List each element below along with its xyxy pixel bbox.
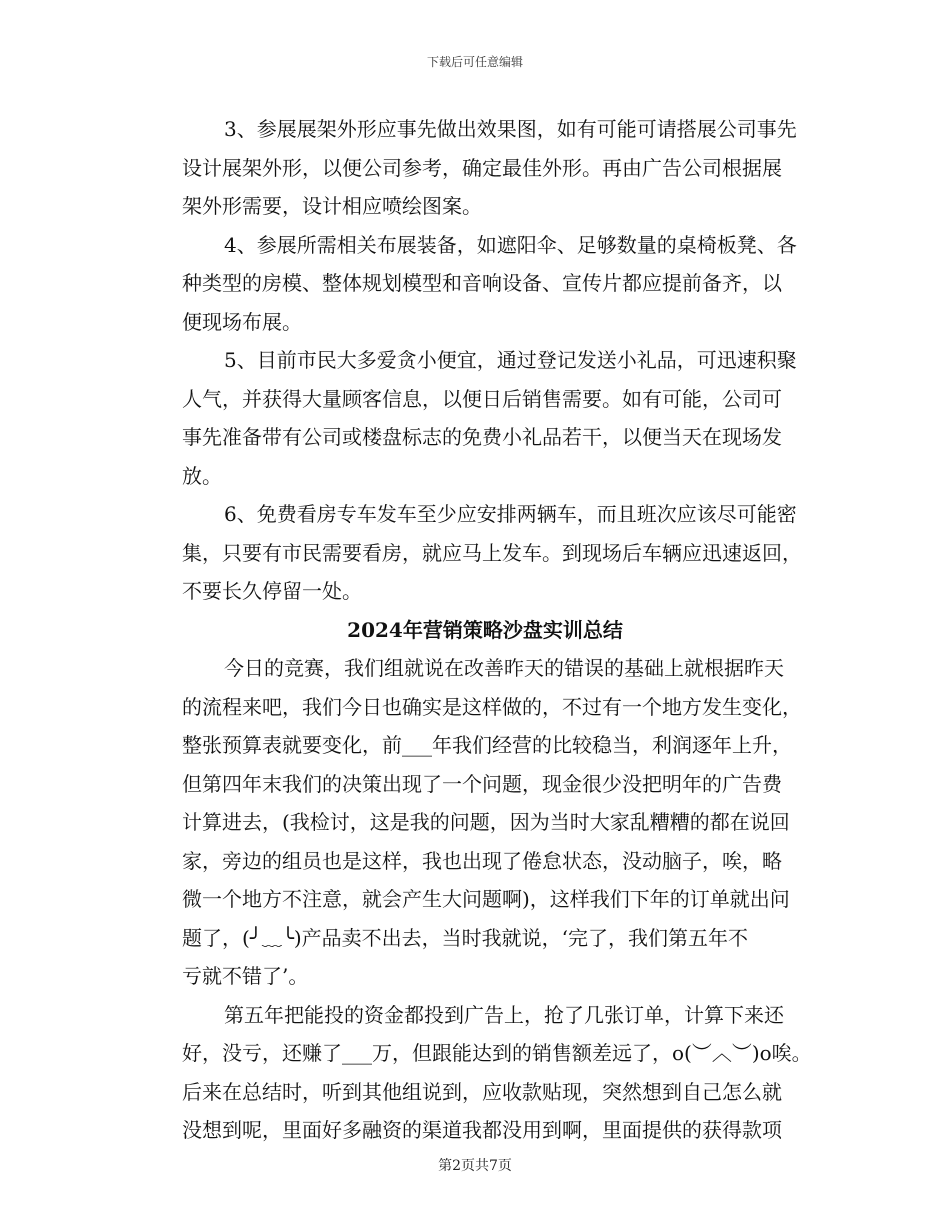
- page-number: 第2页共7页: [438, 1158, 512, 1174]
- text-line: 没想到呢，里面好多融资的渠道我都没用到啊，里面提供的获得款项: [182, 1118, 782, 1142]
- paragraph-exhibit-equipment: [140, 226, 830, 342]
- text-line: 架外形需要，设计相应喷绘图案。: [182, 194, 482, 218]
- text-line: 4、参展所需相关布展装备，如遮阳伞、足够数量的桌椅板凳、各: [224, 232, 797, 257]
- text-line: 亏就不错了’。: [182, 964, 309, 988]
- text-line: 种类型的房模、整体规划模型和音响设备、宣传片都应提前备齐，以: [182, 271, 782, 295]
- text-line: 家，旁边的组员也是这样，我也出现了倦怠状态，没动脑子，唉，略: [182, 848, 782, 873]
- text-line: 计算进去，(我检讨，这是我的问题，因为当时大家乱糟糟的都在说回: [182, 810, 790, 834]
- paragraph-competition-day: [140, 649, 830, 996]
- text-line: 后来在总结时，听到其他组说到，应收款贴现，突然想到自己怎么就: [182, 1079, 782, 1104]
- paragraph-shuttle-bus: [140, 495, 830, 611]
- text-line: 但第四年末我们的决策出现了一个问题，现金很少没把明年的广告费: [182, 771, 782, 796]
- document-body: [140, 110, 830, 1150]
- text-line: 人气，并获得大量顾客信息，以便日后销售需要。如有可能，公司可: [182, 386, 782, 411]
- text-line: 今日的竞赛，我们组就说在改善昨天的错误的基础上就根据昨天: [224, 656, 784, 680]
- text-line: 设计展架外形，以便公司参考，确定最佳外形。再由广告公司根据展: [182, 155, 782, 180]
- text-line: 3、参展展架外形应事先做出效果图，如有可能可请搭展公司事先: [224, 117, 797, 141]
- text-line: 事先准备带有公司或楼盘标志的免费小礼品若干，以便当天在现场发: [182, 425, 782, 449]
- text-line: 6、免费看房专车发车至少应安排两辆车，而且班次应该尽可能密: [224, 502, 797, 526]
- text-line: 放。: [182, 463, 222, 488]
- text-line: 题了，(╯﹏╰)产品卖不出去，当时我就说，‘完了，我们第五年不: [182, 925, 749, 950]
- text-line: 好，没亏，还赚了___万，但跟能达到的销售额差远了，o(︶︿︶)o唉。: [182, 1041, 812, 1065]
- text-line: 的流程来吧，我们今日也确实是这样做的，不过有一个地方发生变化，: [182, 694, 802, 719]
- document-title: 2024年营销策略沙盘实训总结: [347, 617, 623, 642]
- page-header: 下载后可任意编辑: [426, 55, 523, 69]
- paragraph-small-gifts: [140, 341, 830, 495]
- text-line: 微一个地方不注意，就会产生大问题啊)，这样我们下年的订单就出问: [182, 887, 790, 911]
- text-line: 第五年把能投的资金都投到广告上，抢了几张订单，计算下来还: [224, 1002, 784, 1027]
- paragraph-exhibit-appearance: [140, 110, 830, 226]
- text-line: 整张预算表就要变化，前___年我们经营的比较稳当，利润逐年上升，: [182, 733, 792, 757]
- text-line: 集，只要有市民需要看房，就应马上发车。到现场后车辆应迅速返回，: [182, 540, 802, 565]
- text-line: 便现场布展。: [182, 309, 302, 334]
- text-line: 5、目前市民大多爱贪小便宜，通过登记发送小礼品，可迅速积聚: [224, 348, 797, 372]
- paragraph-fifth-year: [140, 996, 830, 1150]
- text-line: 不要长久停留一处。: [182, 579, 362, 603]
